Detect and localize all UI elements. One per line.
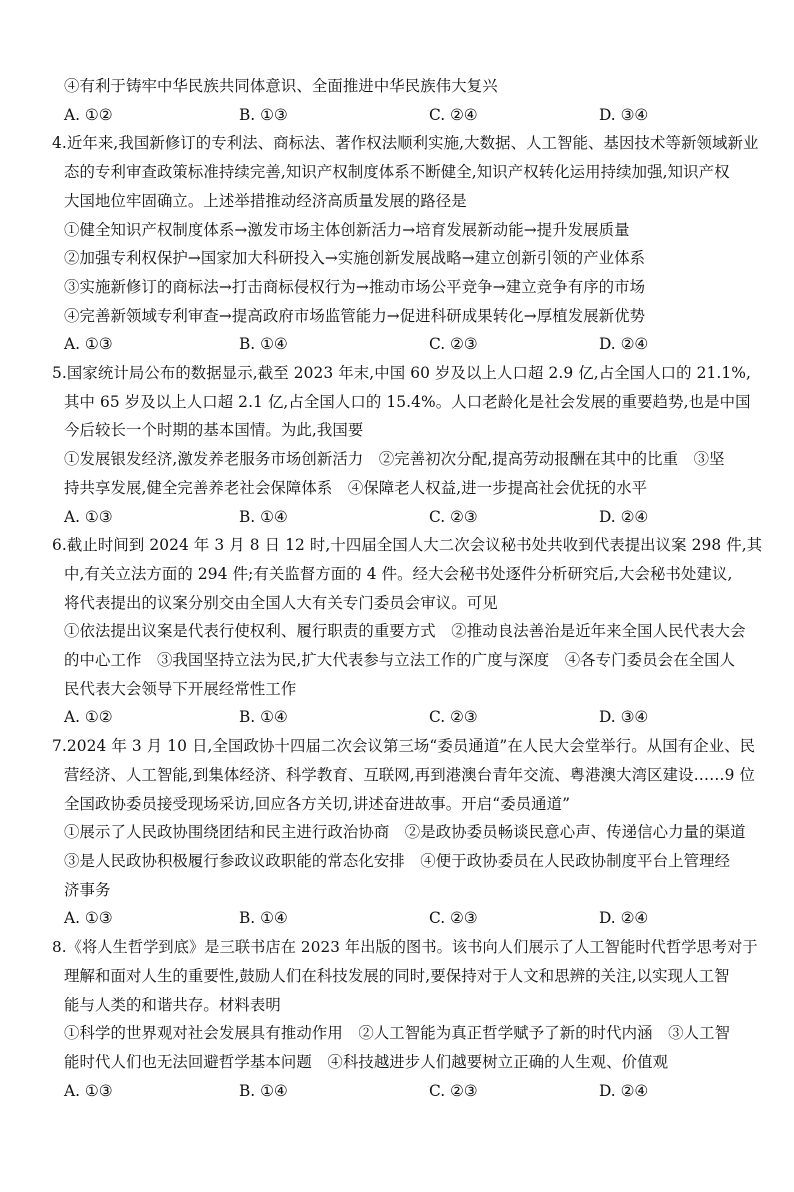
q7-options [64,904,754,933]
q7-stem-line-2: 营经济、人工智能,到集体经济、科学教育、互联网,再到港澳台青年交流、粤港澳大湾区建设……9 位 [64,765,755,784]
q7-option-d: D. ②④ [599,909,649,928]
q6-stem-line-3: 将代表提出的议案分别交由全国人大有关专门委员会审议。可见 [64,593,498,612]
q4-option-a: A. ①③ [64,335,113,354]
q3-option-a: A. ①② [64,105,113,124]
q4-stem-line-2: 态的专利审查政策标准持续完善,知识产权制度体系不断健全,知识产权转化运用持续加强,知识产权 [64,163,730,182]
q6-option-a: A. ①② [64,708,113,727]
q8-option-a: A. ①③ [64,1081,113,1100]
question-6 [52,531,763,732]
q8-stem-line-2: 理解和面对人生的重要性,鼓励人们在科技发展的同时,要保持对于人文和思辨的关注,以实现人工智 [64,966,730,985]
q8-statements-line-1: ①科学的世界观对社会发展具有推动作用 ②人工智能为真正哲学赋予了新的时代内涵 ③人工智 [64,1024,731,1043]
question-7 [52,732,756,933]
question-4 [52,129,759,359]
q8-option-c: C. ②③ [429,1081,478,1100]
q4-option-c: C. ②③ [429,335,478,354]
q3-option-c: C. ②④ [429,105,478,124]
q5-option-d: D. ②④ [599,507,649,526]
q5-statements-line-1: ①发展银发经济,激发养老服务市场创新活力 ②完善初次分配,提高劳动报酬在其中的比重 ③坚 [64,450,725,469]
q4-option-b: B. ①④ [239,335,288,354]
q6-option-d: D. ③④ [599,708,649,727]
q3-statement-4: ④有利于铸牢中华民族共同体意识、全面推进中华民族伟大复兴 [64,77,498,95]
q4-option-d: D. ②④ [599,335,649,354]
q4-statement-3: ③实施新修订的商标法→打击商标侵权行为→推动市场公平竞争→建立竞争有序的市场 [64,277,646,296]
question-5 [52,359,754,531]
q5-stem-line-2: 其中 65 岁及以上人口超 2.1 亿,占全国人口的 15.4%。人口老龄化是社会发展的重要趋势,也是中国 [64,392,751,411]
q4-statement-1: ①健全知识产权制度体系→激发市场主体创新活力→培育发展新动能→提升发展质量 [64,220,630,239]
question-8 [52,933,758,1105]
q3-option-b: B. ①③ [239,105,288,124]
q8-statements-line-2: 能时代人们也无法回避哲学基本问题 ④科技越进步人们越要树立正确的人生观、价值观 [64,1052,669,1071]
q5-stem-line-3: 今后较长一个时期的基本国情。为此,我国要 [64,421,364,440]
q7-option-a: A. ①③ [64,909,113,928]
q5-option-a: A. ①③ [64,507,113,526]
q7-stem-line-1: 7.2024 年 3 月 10 日,全国政协十四届二次会议第三场“委员通道”在人民大会堂举行。从国有企业、民 [52,737,756,756]
q7-option-c: C. ②③ [429,909,478,928]
question-3 [64,72,754,129]
q4-stem-line-1: 4.近年来,我国新修订的专利法、商标法、著作权法顺利实施,大数据、人工智能、基因技术等新领域新业 [52,134,759,153]
q6-options [64,703,754,732]
q5-option-c: C. ②③ [429,507,478,526]
q6-stem-line-2: 中,有关立法方面的 294 件;有关监督方面的 4 件。经大会秘书处逐件分析研究后,大会秘书处建议, [64,564,733,583]
q7-option-b: B. ①④ [239,909,288,928]
q3-option-d: D. ③④ [599,105,649,124]
q7-statements-line-3: 济事务 [64,880,111,899]
q5-stem-line-1: 5.国家统计局公布的数据显示,截至 2023 年末,中国 60 岁及以上人口超 2.9 亿,占全国人口的 21.1%, [52,364,752,383]
q8-options [64,1077,754,1106]
q6-statements-line-3: 民代表大会领导下开展经常性工作 [64,679,297,698]
q6-option-c: C. ②③ [429,708,478,727]
q4-statement-4: ④完善新领域专利审查→提高政府市场监管能力→促进科研成果转化→厚植发展新优势 [64,306,646,325]
q6-stem-line-1: 6.截止时间到 2024 年 3 月 8 日 12 时,十四届全国人大二次会议秘书处共收到代表提出议案 298 件,其 [52,536,763,555]
q7-statements-line-2: ③是人民政协积极履行参政议政职能的常态化安排 ④便于政协委员在人民政协制度平台上管理经 [64,851,731,870]
q5-statements-line-2: 持共享发展,健全完善养老社会保障体系 ④保障老人权益,进一步提高社会优抚的水平 [64,478,648,497]
q5-options [64,503,754,532]
q8-option-b: B. ①④ [239,1081,288,1100]
q3-options [64,101,754,130]
q8-stem-line-3: 能与人类的和谐共存。材料表明 [64,995,281,1014]
q5-option-b: B. ①④ [239,507,288,526]
q6-statements-line-1: ①依法提出议案是代表行使权利、履行职责的重要方式 ②推动良法善治是近年来全国人民代表大会 [64,622,746,641]
q6-option-b: B. ①④ [239,708,288,727]
q4-options [64,330,754,359]
q8-option-d: D. ②④ [599,1081,649,1100]
q7-statements-line-1: ①展示了人民政协围绕团结和民主进行政治协商 ②是政协委员畅谈民意心声、传递信心力量的渠道 [64,823,746,842]
q4-stem-line-3: 大国地位牢固确立。上述举措推动经济高质量发展的路径是 [64,191,467,210]
q7-stem-line-3: 全国政协委员接受现场采访,回应各方关切,讲述奋进故事。开启“委员通道” [64,794,571,813]
q6-statements-line-2: 的中心工作 ③我国坚持立法为民,扩大代表参与立法工作的广度与深度 ④各专门委员会在全国人 [64,651,736,670]
q8-stem-line-1: 8.《将人生哲学到底》是三联书店在 2023 年出版的图书。该书向人们展示了人工智能时代哲学思考对于 [52,938,758,957]
q4-statement-2: ②加强专利权保护→国家加大科研投入→实施创新发展战略→建立创新引领的产业体系 [64,249,646,268]
